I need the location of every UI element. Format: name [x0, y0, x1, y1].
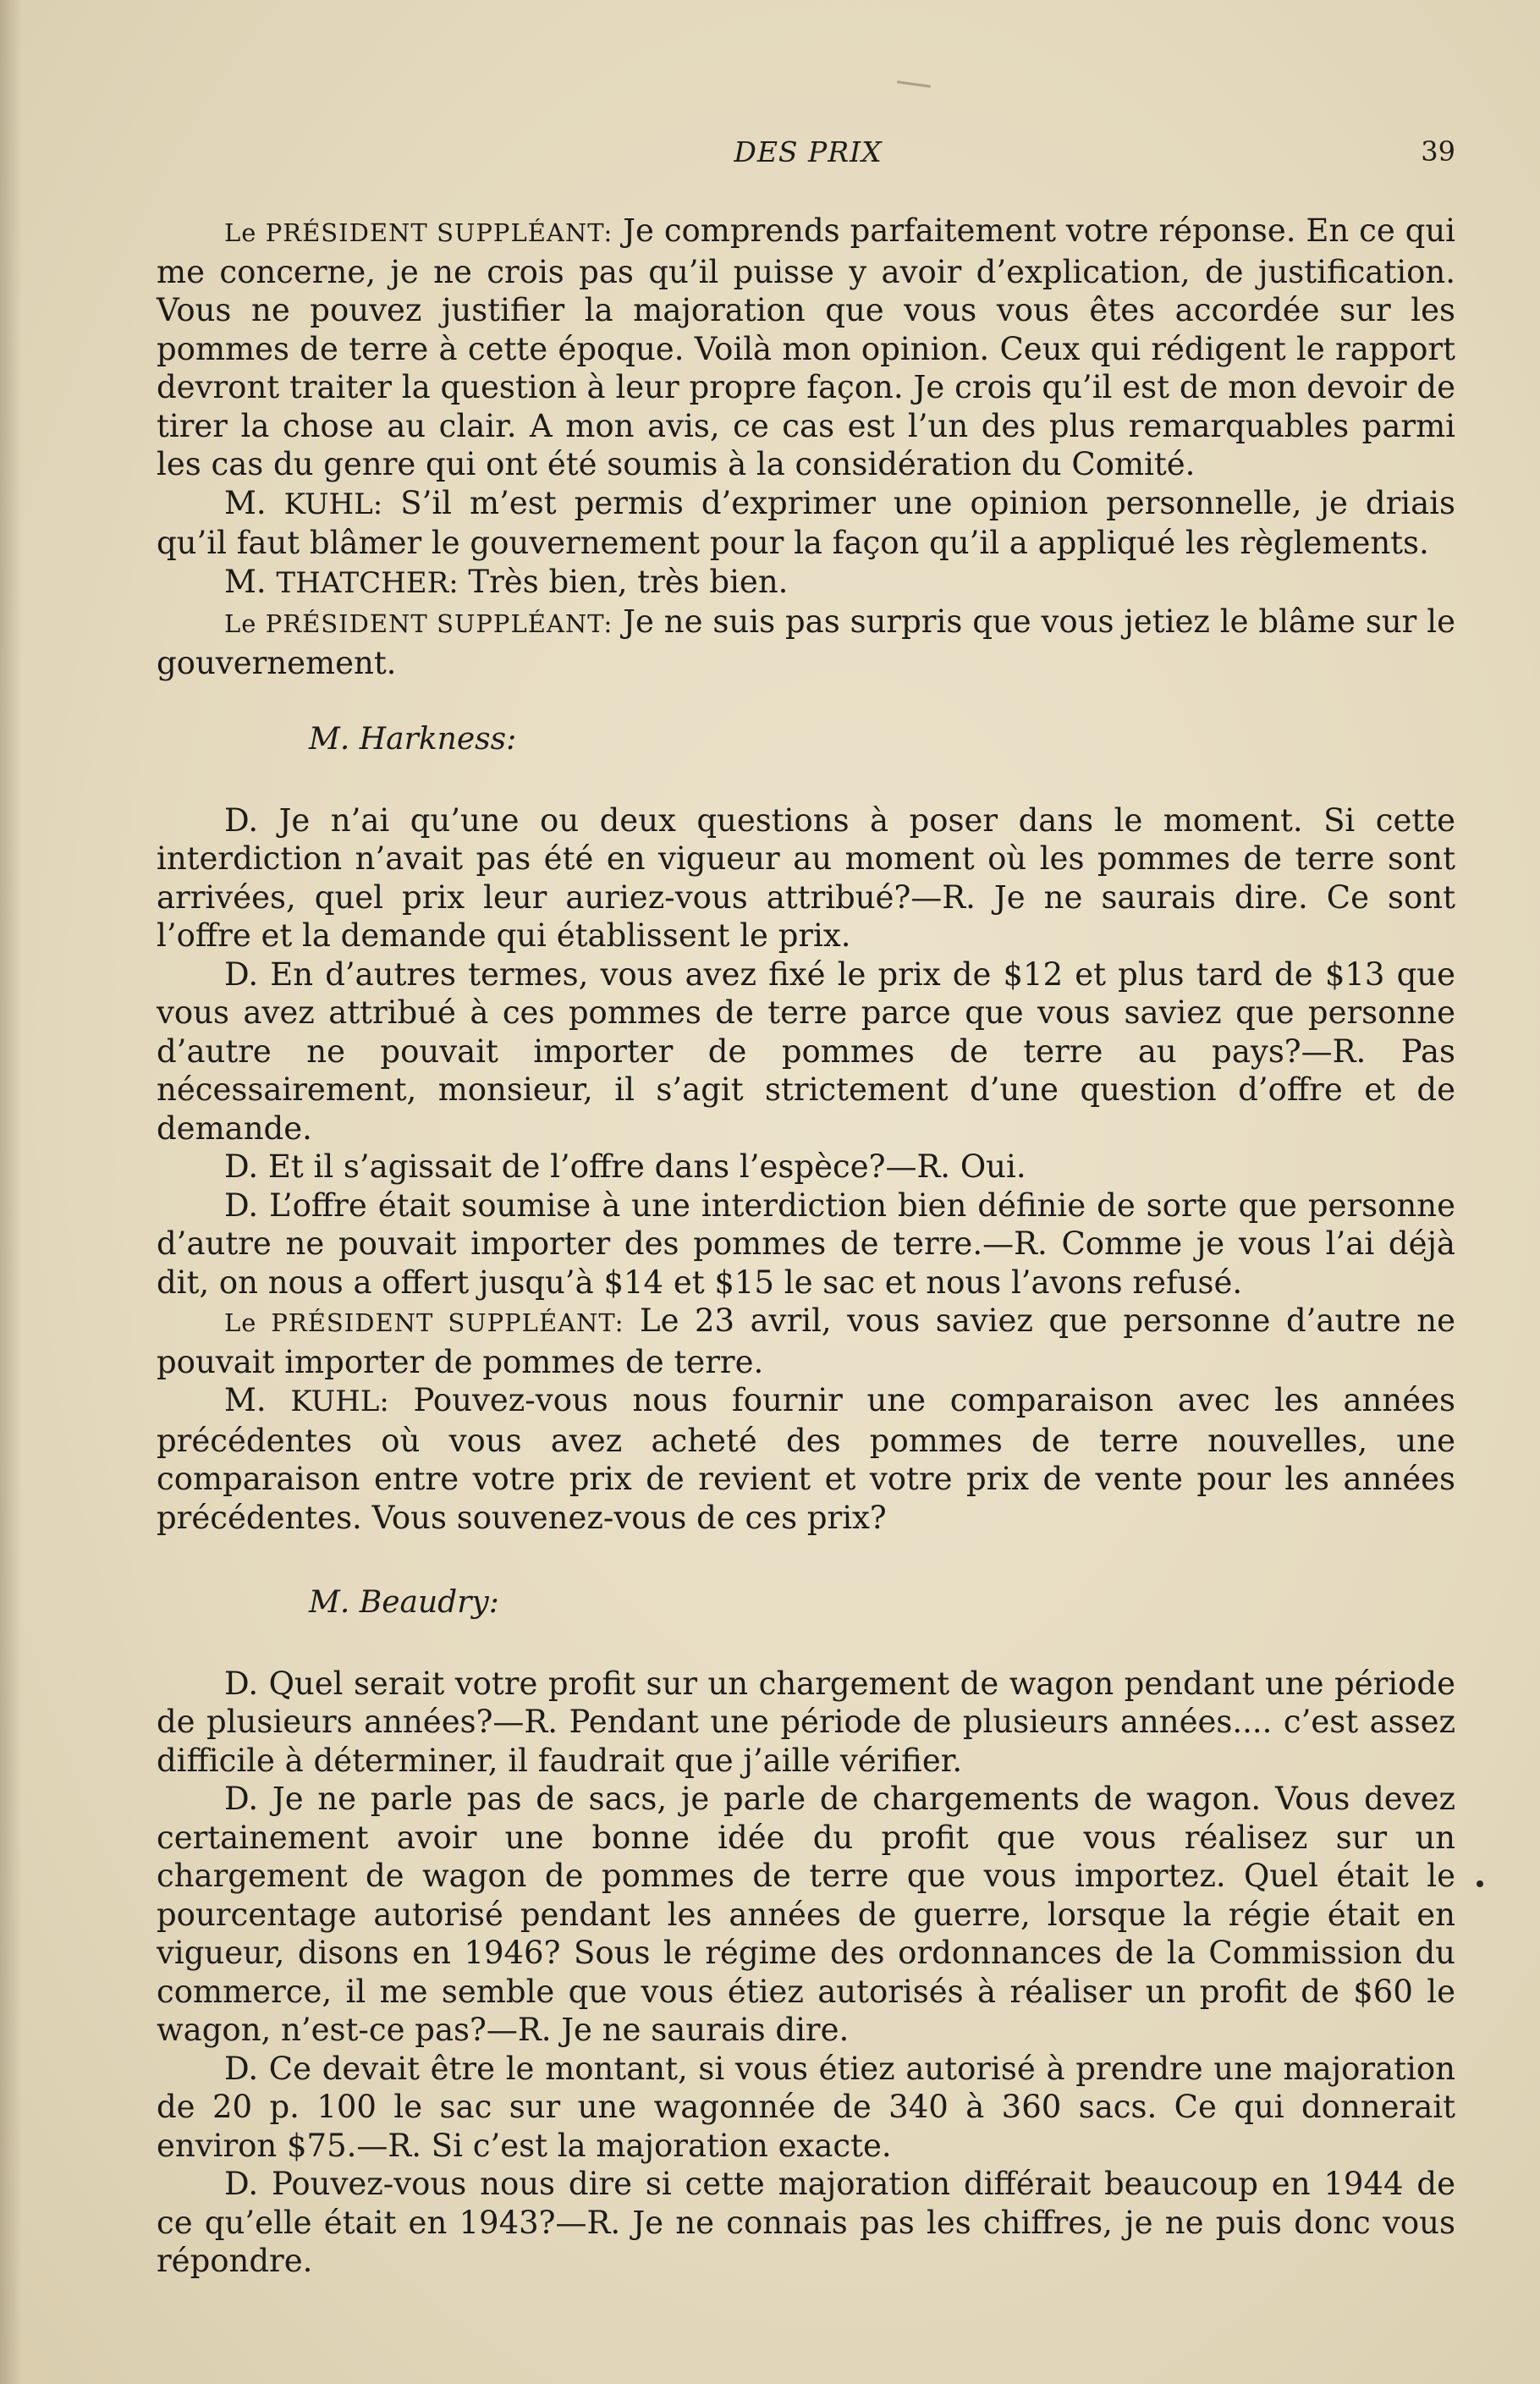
paragraph-text: Je ne suis pas surpris que vous jetiez le blâme sur le gouvernement.	[157, 603, 1455, 681]
paragraph	[157, 563, 1455, 603]
body-text	[157, 212, 1455, 2281]
paragraph-text: Pouvez-vous nous fournir une comparaison avec les années précédentes où vous avez acheté des pommes de terre nouvelles, une comparaison entre votre prix de revient et votre prix de vente pour les années précédentes. Vous souvenez-vous de ces prix?	[157, 1382, 1455, 1536]
paragraph: D. Ce devait être le montant, si vous étiez autorisé à prendre une majoration de 20 p. 100 le sac sur une wagonnée de 340 à 360 sacs. Ce qui donnerait environ $75.—R. Si c’est la majoration exacte.	[157, 2050, 1455, 2164]
speaker-name: THATCHER:	[276, 565, 459, 600]
page-number: 39	[1421, 135, 1455, 168]
paragraph-text: Je comprends parfaitement votre réponse. En ce qui me concerne, je ne crois pas qu’il puisse y avoir d’explication, de justification. Vous ne pouvez justifier la majoration que vous vous êtes accordée sur les pommes de terre à cette époque. Voilà mon opinion. Ceux qui rédigent le rapport devront traiter la question à leur propre façon. Je crois qu’il est de mon devoir de tirer la chose au clair. A mon avis, ce cas est l’un des plus remarquables parmi les cas du genre qui ont été soumis à la considération du Comité.	[157, 212, 1455, 482]
running-title: DES PRIX	[734, 135, 883, 168]
paragraph-text: Très bien, très bien.	[458, 563, 789, 600]
paper-mark	[897, 80, 931, 88]
section-heading: M. Harkness:	[309, 722, 517, 757]
paragraph: D. Quel serait votre profit sur un chargement de wagon pendant une période de plusieurs années?—R. Pendant une période de plusieurs années.... c’est assez difficile à déterminer, il faudrait que j’aille vérifier.	[157, 1665, 1455, 1779]
speaker-label: Le PRÉSIDENT SUPPLÉANT:	[224, 609, 613, 638]
binding-shadow	[0, 0, 22, 2384]
paragraph-text: Le 23 avril, vous saviez que personne d’autre ne pouvait importer de pommes de terre.	[157, 1302, 1455, 1380]
paragraph: D. Pouvez-vous nous dire si cette majoration différait beaucoup en 1944 de ce qu’elle était en 1943?—R. Je ne connais pas les chiffres, je ne puis donc vous répondre.	[157, 2166, 1455, 2279]
section-heading: M. Beaudry:	[309, 1585, 499, 1620]
page-header	[161, 135, 1455, 178]
paragraph	[157, 603, 1455, 682]
speaker-prefix: M.	[224, 563, 277, 600]
paragraph-text: S’il m’est permis d’exprimer une opinion personnelle, je driais qu’il faut blâmer le gouvernement pour la façon qu’il a appliqué les règlements.	[157, 484, 1455, 561]
paragraph	[157, 1381, 1455, 1537]
paragraph	[157, 1302, 1455, 1381]
speaker-name: KUHL:	[290, 1385, 389, 1418]
margin-mark	[1477, 1880, 1483, 1887]
paragraph: D. Je ne parle pas de sacs, je parle de chargements de wagon. Vous devez certainement avoir une bonne idée du profit que vous réalisez sur un chargement de wagon de pommes de terre que vous importez. Quel était le pourcentage autorisé pendant les années de guerre, lorsque la régie était en vigueur, disons en 1946? Sous le régime des ordonnances de la Commission du commerce, il me semble que vous étiez autorisés à réaliser un profit de $60 le wagon, n’est-ce pas?—R. Je ne saurais dire.	[157, 1781, 1455, 2048]
paragraph: D. L’offre était soumise à une interdiction bien définie de sorte que personne d’autre ne pouvait importer des pommes de terre.—R. Comme je vous l’ai déjà dit, on nous a offert jusqu’à $14 et $15 le sac et nous l’avons refusé.	[157, 1186, 1455, 1301]
speaker-label: Le PRÉSIDENT SUPPLÉANT:	[224, 1308, 624, 1337]
speaker-prefix: M.	[224, 484, 284, 521]
speaker-label: Le PRÉSIDENT SUPPLÉANT:	[224, 218, 613, 247]
paragraph	[157, 212, 1455, 484]
paragraph: D. Je n’ai qu’une ou deux questions à poser dans le moment. Si cette interdiction n’avait pas été en vigueur au moment où les pommes de terre sont arrivées, quel prix leur auriez-vous attribué?—R. Je ne saurais dire. Ce sont l’offre et la demande qui établissent le prix.	[157, 801, 1455, 954]
paragraph: D. En d’autres termes, vous avez fixé le prix de $12 et plus tard de $13 que vous avez attribué à ces pommes de terre parce que vous saviez que personne d’autre ne pouvait importer de pommes de terre au pays?—R. Pas nécessairement, monsieur, il s’agit strictement d’une question d’offre et de demande.	[157, 955, 1455, 1147]
speaker-prefix: M.	[224, 1382, 291, 1418]
speaker-name: KUHL:	[283, 487, 383, 521]
paragraph	[157, 484, 1455, 563]
paragraph: D. Et il s’agissait de l’offre dans l’espèce?—R. Oui.	[224, 1148, 1026, 1185]
